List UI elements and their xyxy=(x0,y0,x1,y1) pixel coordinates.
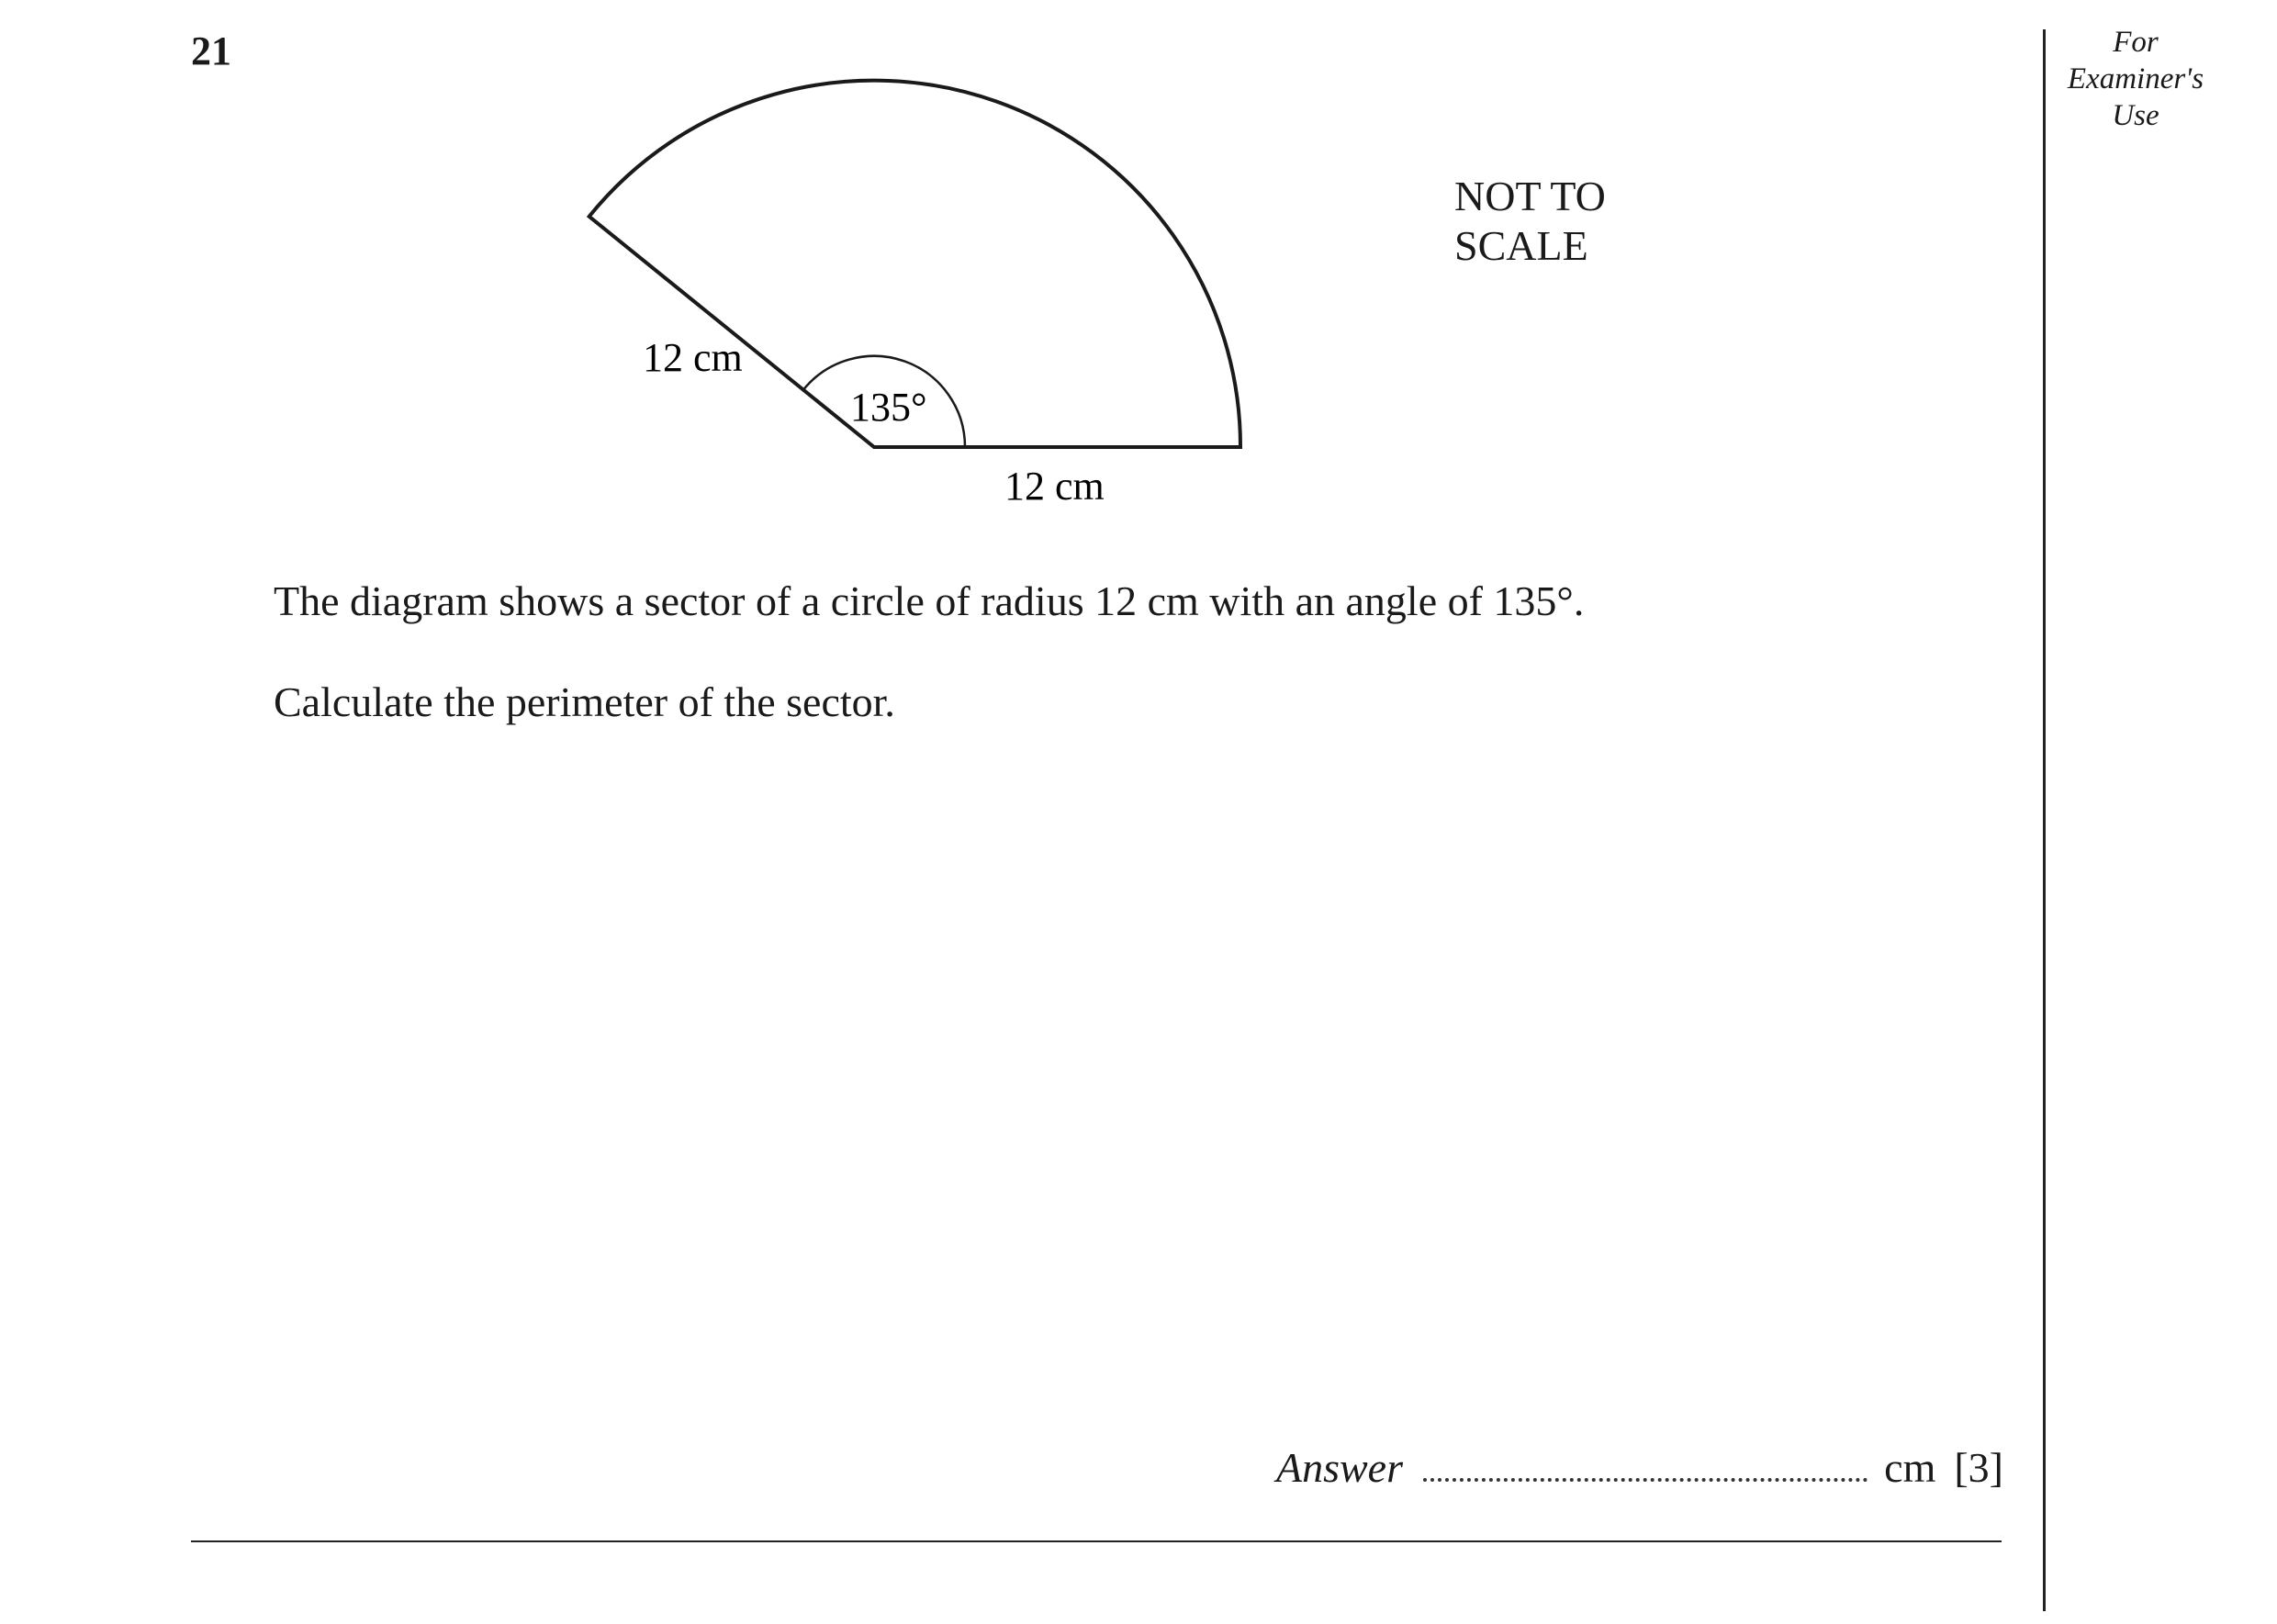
answer-unit: cm xyxy=(1884,1444,1936,1491)
question-statement: The diagram shows a sector of a circle of radius 12 cm with an angle of 135°. xyxy=(274,577,1585,624)
answer-blank[interactable] xyxy=(1423,1450,1868,1482)
examiner-use-line-2: Examiner's xyxy=(2067,62,2204,95)
not-to-scale-line-1: NOT TO xyxy=(1454,173,1606,219)
bottom-rule xyxy=(191,1540,2002,1542)
examiner-use-line-1: For xyxy=(2113,26,2159,59)
question-instruction: Calculate the perimeter of the sector. xyxy=(274,678,895,725)
marks-label: [3] xyxy=(1954,1444,2003,1491)
question-number: 21 xyxy=(191,28,231,73)
angle-label: 135° xyxy=(850,385,927,430)
not-to-scale-line-2: SCALE xyxy=(1454,222,1588,269)
not-to-scale-note xyxy=(1454,172,1606,271)
examiner-use-line-3: Use xyxy=(2112,99,2159,132)
slant-radius-label: 12 cm xyxy=(643,335,743,380)
base-radius-label: 12 cm xyxy=(1004,464,1105,509)
answer-label: Answer xyxy=(1276,1444,1403,1491)
answer-line xyxy=(1276,1443,2003,1492)
